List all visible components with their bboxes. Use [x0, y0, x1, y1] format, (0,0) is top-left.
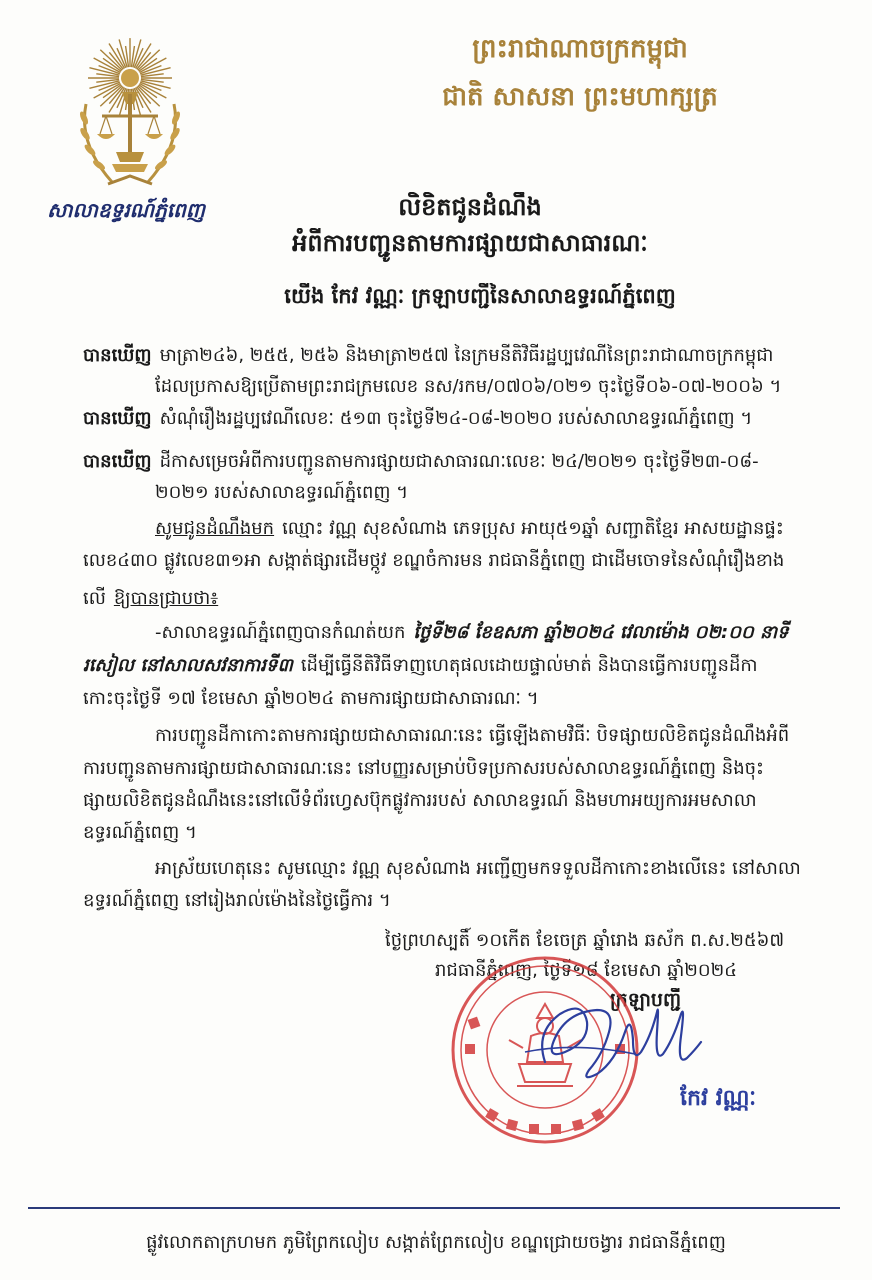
hearing-room: រសៀល នៅសាលសវនាការទី៣	[83, 655, 293, 676]
court-emblem-icon	[72, 34, 188, 192]
recital-lead: បានឃើញ	[83, 408, 152, 429]
paragraph-6-line-3: ផ្សាយលិខិតជូនដំណឹងនេះនៅលើទំព័រហ្វេសប៊ុកផ្លូវការរបស់ សាលាឧទ្ធរណ៍ និងមហាអយ្យការអមសាលា	[83, 790, 757, 811]
national-motto: ជាតិ សាសនា ព្រះមហាក្សត្រ	[442, 82, 718, 112]
document-title: លិខិតជូនដំណឹង	[398, 193, 542, 221]
paragraph-6-line-1: ការបញ្ជូនដីកាកោះតាមការផ្សាយជាសាធារណៈនេះ ធ្វើឡើងតាមវិធីៈ បិទផ្សាយលិខិតជូនដំណឹងអំពី	[155, 725, 790, 746]
recital-text: សំណុំរឿងរដ្ឋប្បវេណីលេខៈ ៥១៣ ចុះថ្ងៃទី២៤-០៨-២០២០ របស់សាលាឧទ្ធរណ៍ភ្នំពេញ ។	[159, 408, 753, 429]
kingdom-header: ព្រះរាជាណាចក្រកម្ពុជា	[472, 34, 688, 64]
lunar-date: ថ្ងៃព្រហស្បតិ៍ ១០កើត ខែចេត្រ ឆ្នាំរោង ឆស័ក ព.ស.២៥៦៧	[385, 930, 785, 951]
paragraph-5-line-3: កោះចុះថ្ងៃទី ១៧ ខែមេសា ឆ្នាំ២០២៤ តាមការផ្សាយជាសាធារណៈ ។	[83, 688, 539, 709]
declarant-line: យើង កែវ វណ្ណៈ ក្រឡាបញ្ជីនៃសាលាឧទ្ធរណ៍ភ្នំពេញ	[284, 284, 676, 308]
recital-text: ដីកាសម្រេចអំពីការបញ្ជូនតាមការផ្សាយជាសាធារណៈលេខៈ ២៤/២០២១ ចុះថ្ងៃទី២៣-០៨-	[159, 451, 759, 472]
paragraph-1-line-2: ដែលប្រកាសឱ្យប្រើតាមព្រះរាជក្រមលេខ នស/រកម/០៧០៦/០២១ ចុះថ្ងៃទី០៦-០៧-២០០៦ ។	[155, 376, 782, 397]
notice-lead: សូមជូនដំណឹងមក	[155, 518, 275, 539]
paragraph-4-line-2: លេខ៤៣០ ផ្លូវលេខ៣១អា សង្កាត់ផ្សារដើមថ្កូវ ខណ្ឌចំការមន រាជធានីភ្នំពេញ ជាដើមចោទនៃសំណុំរឿងខាង	[83, 550, 785, 571]
paragraph-2-line-1	[83, 404, 840, 434]
paragraph-5-line-2	[83, 651, 840, 681]
recital-lead: បានឃើញ	[83, 345, 152, 366]
recital-text: មាត្រា២៤៦, ២៥៥, ២៥៦ និងមាត្រា២៥៧ នៃក្រមនីតិវិធីរដ្ឋប្បវេណីនៃព្រះរាជាណាចក្រកម្ពុជា	[159, 345, 774, 366]
court-name: សាលាឧទ្ធរណ៍ភ្នំពេញ	[47, 198, 205, 222]
notice-text: លើ	[83, 588, 106, 609]
place-date: រាជធានីភ្នំពេញ, ថ្ងៃទី១៨ ខែមេសា ឆ្នាំ២០២៤	[435, 960, 737, 981]
paragraph-6-line-2: ការបញ្ជូនតាមការផ្សាយជាសាធារណៈនេះ នៅបញ្ញរសម្រាប់បិទប្រកាសរបស់សាលាឧទ្ធរណ៍ភ្នំពេញ និងចុះ	[83, 758, 764, 779]
notice-text: ឈ្មោះ វណ្ណ សុខសំណាង ភេទប្រុស អាយុ៥១ឆ្នាំ សញ្ជាតិខ្មែរ អាសយដ្ឋានផ្ទះ	[282, 518, 784, 539]
paragraph-5-line-1	[155, 618, 840, 648]
recital-lead: បានឃើញ	[83, 451, 152, 472]
notice-inform: ឱ្យបានជ្រាបថា៖	[113, 588, 219, 609]
hearing-date: ថ្ងៃទី២៨ ខែឧសភា ឆ្នាំ២០២៤ វេលាម៉ោង ០២:០០ នាទី	[413, 622, 789, 643]
paragraph-1-line-1	[83, 341, 840, 371]
footer-divider	[28, 1207, 840, 1209]
handwritten-signature-icon	[505, 992, 705, 1088]
paragraph-7-line-2: ឧទ្ធរណ៍ភ្នំពេញ នៅរៀងរាល់ម៉ោងនៃថ្ងៃធ្វើការ ។	[83, 890, 391, 911]
paragraph-6-line-4: ឧទ្ធរណ៍ភ្នំពេញ ។	[83, 822, 197, 843]
paragraph-4-line-3	[83, 584, 840, 614]
signer-title: ក្រឡាបញ្ជី	[610, 989, 682, 1011]
paragraph-3-line-1	[83, 447, 840, 477]
hearing-text: -សាលាឧទ្ធរណ៍ភ្នំពេញបានកំណត់យក	[155, 622, 406, 643]
paragraph-4-line-1	[155, 514, 840, 544]
signer-name: កែវ វណ្ណៈ	[680, 1086, 757, 1111]
paragraph-7-line-1: អាស្រ័យហេតុនេះ សូមឈ្មោះ វណ្ណ សុខសំណាង អញ្ជើញមកទទួលដីកាកោះខាងលើនេះ នៅសាលា	[155, 858, 801, 879]
document-subtitle: អំពីការបញ្ជូនតាមការផ្សាយជាសាធារណៈ	[292, 229, 648, 257]
paragraph-3-line-2: ២០២១ របស់សាលាឧទ្ធរណ៍ភ្នំពេញ ។	[155, 482, 409, 503]
footer-address: ផ្លូវលោកតាក្រហមក ភូមិព្រែកលៀប សង្កាត់ព្រែកលៀប ខណ្ឌជ្រោយចង្វារ រាជធានីភ្នំពេញ	[146, 1232, 726, 1253]
hearing-text: ដើម្បីធ្វើនីតិវិធីទាញហេតុផលដោយផ្ទាល់មាត់ និងបានធ្វើការបញ្ជូនដីកា	[300, 655, 758, 676]
